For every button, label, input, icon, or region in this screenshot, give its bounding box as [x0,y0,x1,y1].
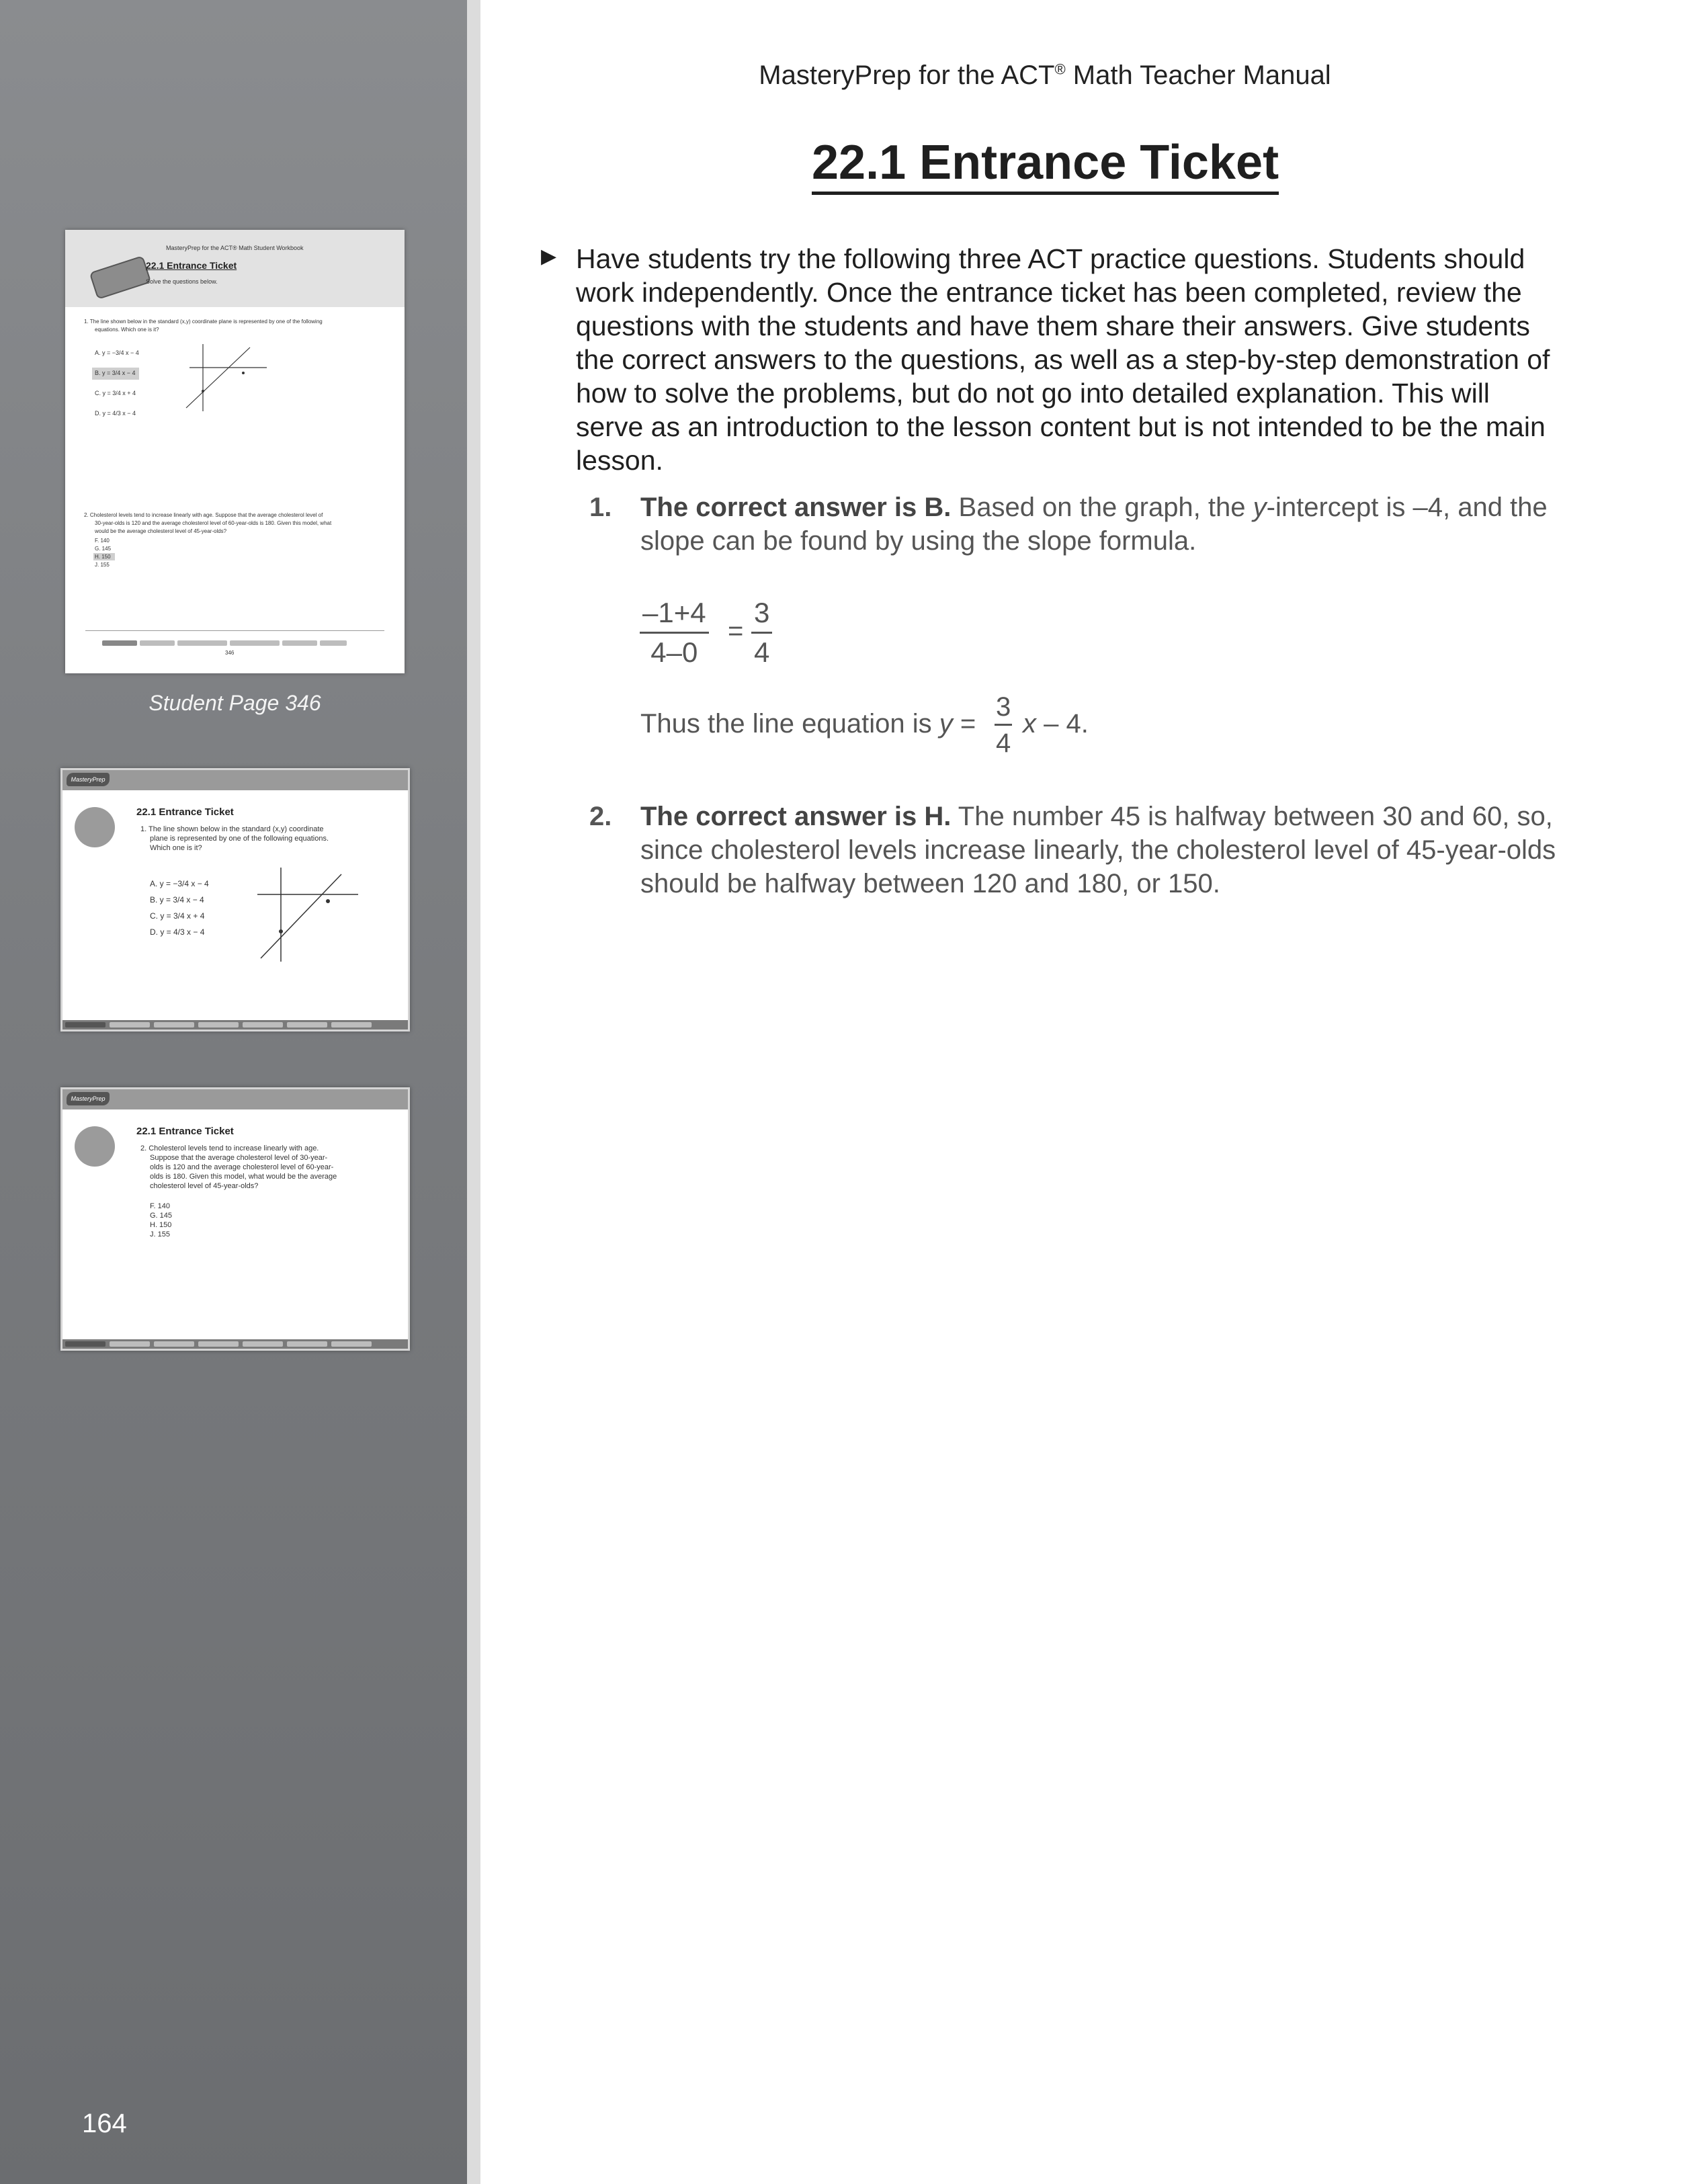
fraction-denominator: 4 [754,636,770,668]
variable: y [1253,493,1267,522]
slide-choice: B. y = 3/4 x − 4 [150,895,204,905]
equation-text: Thus the line equation is [640,709,939,739]
answer-text: Based on the graph, the [951,493,1253,522]
answer-text: The number 45 is halfway between 30 and 60, so, since cholesterol levels increase linearly, the cholesterol level of 45-year-olds should be halfway between 120 and 180, or 150. [640,802,1556,898]
thumbnail-header: MasteryPrep for the ACT® Math Student Workbook [166,245,304,251]
answer-number: 2. [589,802,612,831]
slide-question: 2. Cholesterol levels tend to increase linearly with age. [140,1144,319,1152]
ticket-icon [75,807,115,847]
running-head [480,60,1609,91]
equals-sign: = [728,616,744,646]
slide-question: Suppose that the average cholesterol level of 30-year- [150,1154,328,1162]
answer-1 [589,491,1557,558]
slide-question: plane is represented by one of the following equations. [150,835,329,843]
thumbnail-question: 2. Cholesterol levels tend to increase linearly with age. Suppose that the average cholesterol level of [84,512,323,518]
coordinate-graph-icon [254,864,362,965]
slide-title: 22.1 Entrance Ticket [136,1126,234,1137]
masteryprep-logo: MasteryPrep [67,773,110,786]
thumbnail-choice: C. y = 3/4 x + 4 [95,390,136,396]
slide-topbar [62,1089,408,1109]
thumbnail-choice: F. 140 [95,538,110,544]
thumbnail-choice: G. 145 [95,546,112,552]
answer-number: 1. [589,493,612,522]
result-fraction [751,597,772,669]
thumbnail-choice: D. y = 4/3 x − 4 [95,410,136,417]
line-equation [640,709,976,739]
slide-choice: J. 155 [150,1230,170,1238]
bullet-arrow-icon: ▶ [541,245,557,267]
answer-text: -intercept is –4, and the slope can be found by using the slope formula. [640,493,1548,556]
thumbnail-title: 22.1 Entrance Ticket [146,260,237,271]
slide-question: olds is 120 and the average cholesterol level of 60-year- [150,1163,334,1171]
fraction-denominator: 4–0 [650,636,698,668]
slide-question: Which one is it? [150,844,202,852]
fraction-numerator: 3 [995,692,1012,726]
slide-choice: H. 150 [150,1221,172,1229]
thumbnail-nav-tabs [102,638,364,645]
ticket-icon [75,1126,115,1167]
slide-choice: D. y = 4/3 x − 4 [150,927,205,937]
coordinate-graph-icon [183,341,270,415]
slide-choice: A. y = −3/4 x − 4 [150,879,209,888]
equation-text: = [952,709,976,739]
fraction-denominator: 4 [996,728,1011,758]
student-page-thumbnail [65,230,405,673]
thumbnail-question: 30-year-olds is 120 and the average cholesterol level of 60-year-olds is 180. Given this model, what [95,520,332,526]
page-number: 164 [82,2109,127,2138]
thumbnail-choice: J. 155 [95,562,110,568]
thumbnail-subtitle: Solve the questions below. [146,278,218,285]
running-head-text-end: Math Teacher Manual [1065,60,1331,90]
answer-lead: The correct answer is B. [640,493,952,522]
slide-question: olds is 180. Given this model, what would be the average [150,1173,337,1181]
thumbnail-choice: A. y = −3/4 x − 4 [95,349,139,356]
masteryprep-logo: MasteryPrep [67,1092,110,1105]
variable: x [1023,709,1036,739]
page-gutter [467,0,480,2184]
line-equation-end [1023,709,1089,739]
slide-topbar [62,770,408,790]
answer-2 [589,800,1557,900]
thumbnail-question: 1. The line shown below in the standard (x,y) coordinate plane is represented by one of the following [84,319,323,325]
slide-choice: F. 140 [150,1202,170,1210]
slope-fraction [640,597,709,669]
fraction-numerator: 3 [751,597,772,634]
thumbnail-question: equations. Which one is it? [95,327,159,333]
slope-coefficient [995,692,1012,759]
thumbnail-choice: H. 150 [95,554,111,560]
intro-paragraph: Have students try the following three ACT practice questions. Students should work independently. Once the entrance ticket has been completed, review the questions with the students and have them share their answers. Give students the correct answers to the questions, as well as a step-by-step demonstration of how to solve the problems, but do not go into detailed explanation. This will serve as an introduction to the lesson content but is not intended to be the main lesson. [576,243,1550,476]
divider [85,630,384,631]
running-head-text: MasteryPrep for the ACT [759,60,1055,90]
variable: y [939,709,953,739]
answer-lead: The correct answer is H. [640,802,952,831]
slide-choice: C. y = 3/4 x + 4 [150,911,205,921]
slide-navbar [62,1339,408,1349]
equation-text: – 4. [1036,709,1089,739]
slide-thumbnail [60,768,410,1032]
thumbnail-choice: B. y = 3/4 x − 4 [95,370,136,376]
thumbnail-caption: Student Page 346 [149,691,321,715]
registered-mark: ® [1054,60,1066,78]
sidebar [0,0,467,2184]
slide-question: cholesterol level of 45-year-olds? [150,1182,259,1190]
slide-thumbnail [60,1087,410,1351]
thumbnail-page-number: 346 [225,650,235,656]
slide-title: 22.1 Entrance Ticket [136,806,234,818]
page-title: 22.1 Entrance Ticket [812,138,1279,195]
slide-choice: G. 145 [150,1212,173,1220]
slide-question: 1. The line shown below in the standard (x,y) coordinate [140,825,324,833]
thumbnail-question: would be the average cholesterol level of 45-year-olds? [95,528,227,534]
fraction-numerator: –1+4 [640,597,709,634]
slide-navbar [62,1020,408,1030]
